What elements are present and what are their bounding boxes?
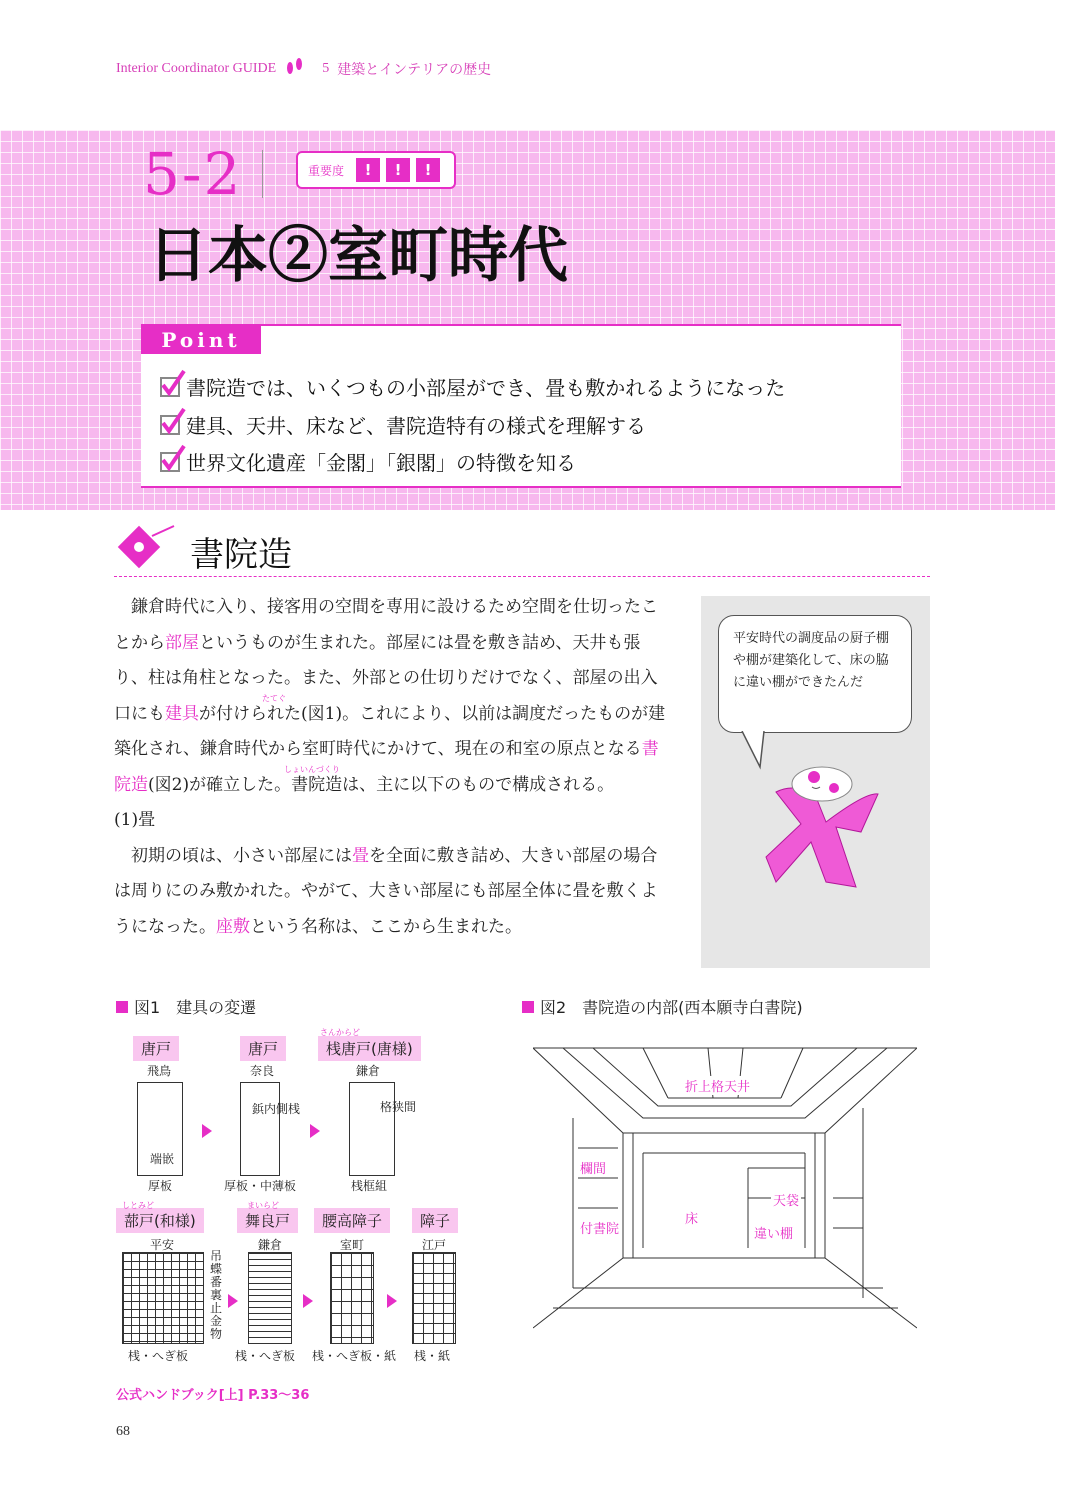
door-note: 鋲内側桟	[252, 1102, 301, 1116]
fig2-label: 天袋	[771, 1190, 801, 1209]
door-note: 端嵌	[150, 1152, 175, 1166]
fig2-caption	[522, 995, 803, 1018]
handbook-reference: 公式ハンドブック[上] P.33～36	[116, 1388, 310, 1403]
keyword-tatami: 畳	[352, 845, 369, 866]
checkmark-icon	[160, 415, 180, 435]
door-ruby: さんからど	[320, 1028, 360, 1037]
fig2-label: 欄間	[578, 1158, 608, 1177]
body-text	[114, 590, 674, 945]
keyword-room: 部屋	[165, 632, 199, 653]
era-label: 平安	[150, 1238, 175, 1252]
importance-mark: !	[356, 158, 380, 182]
door-ruby: しとみど	[122, 1201, 154, 1210]
door-drawing	[330, 1252, 374, 1344]
door-label: 障子	[412, 1208, 458, 1233]
door-drawing	[248, 1252, 292, 1344]
material-label: 厚板	[148, 1179, 173, 1193]
fig1-caption	[116, 995, 256, 1018]
text-run: が付けられた(図1)。これにより、以前は調度だったものが建築化され、鎌倉時代から室町時代にかけて、現在の和室の原点となる	[114, 703, 666, 759]
door-drawing	[349, 1082, 395, 1176]
arrow-icon	[228, 1294, 238, 1308]
door-label: 唐戸	[133, 1036, 179, 1061]
point-item-text: 書院造では、いくつもの小部屋ができ、畳も敷かれるようになった	[186, 376, 786, 400]
door-label: 腰高障子	[314, 1208, 390, 1233]
section-heading	[114, 524, 292, 578]
chapter-title: 建築とインテリアの歴史	[337, 62, 492, 78]
fig1-caption-text: 図1 建具の変遷	[134, 998, 257, 1017]
footprint-icon	[284, 56, 306, 81]
fig2-label: 床	[683, 1208, 700, 1227]
fig2-label: 折上格天井	[683, 1076, 752, 1095]
keyword-shoin: 書院造	[114, 739, 659, 795]
subheading: (1)畳	[114, 810, 156, 830]
material-label: 桟・へぎ板	[128, 1349, 189, 1363]
heading-rule	[114, 576, 930, 577]
section-number: 5-2	[143, 140, 243, 208]
era-label: 江戸	[422, 1238, 447, 1252]
material-label: 桟框組	[351, 1179, 388, 1193]
point-label: Point	[141, 326, 261, 354]
point-item	[160, 372, 785, 401]
text-run: を全面に敷き詰め、大きい部屋の場合は周りにのみ敷かれた。やがて、大きい部屋にも部屋全体に畳を敷くようになった。	[114, 845, 658, 937]
door-ruby: まいらど	[247, 1201, 279, 1210]
text-run: というものが生まれた。部屋には畳を敷き詰め、天井も張り、柱は角柱となった。また、外部との仕切りだけでなく、部屋の出入口にも	[114, 632, 658, 724]
mascot-icon	[756, 762, 886, 897]
divider	[262, 150, 263, 198]
point-item-text: 世界文化遺産「金閣」「銀閣」の特徴を知る	[186, 451, 576, 475]
chapter-number: 5	[322, 60, 330, 76]
importance-mark: !	[386, 158, 410, 182]
point-item	[160, 410, 646, 439]
checkmark-icon	[160, 452, 180, 472]
era-label: 室町	[340, 1238, 365, 1252]
text-run: 鎌倉時代に入り、接客用の空間を専用に設けるため空間を仕切ったことから	[114, 597, 658, 653]
era-label: 鎌倉	[356, 1064, 381, 1078]
material-label: 桟・へぎ板・紙	[312, 1349, 397, 1363]
material-label: 桟・へぎ板	[235, 1349, 296, 1363]
keyword-zashiki: 座敷	[216, 916, 250, 937]
text-run: (図2)が確立した。書院造は、主に以下のもので構成される。	[148, 774, 615, 795]
arrow-icon	[310, 1124, 320, 1138]
material-label: 桟・紙	[414, 1349, 451, 1363]
shoin-interior-drawing	[533, 1028, 917, 1340]
material-label: 厚板・中薄板	[224, 1179, 297, 1193]
door-drawing	[240, 1082, 280, 1176]
checkmark-icon	[160, 377, 180, 397]
door-label: 桟唐戸(唐様)	[318, 1036, 421, 1061]
fig2-caption-text: 図2 書院造の内部(西本願寺白書院)	[540, 998, 803, 1017]
text-run: 初期の頃は、小さい部屋には	[131, 845, 352, 866]
keyword-tategu: 建具	[165, 703, 199, 724]
importance-label: 重要度	[308, 163, 345, 178]
heading-text: 書院造	[190, 534, 292, 575]
importance-box	[296, 151, 456, 189]
door-label: 舞良戸	[237, 1208, 298, 1233]
era-label: 飛鳥	[147, 1064, 172, 1078]
door-label: 唐戸	[240, 1036, 286, 1061]
door-drawing	[122, 1252, 204, 1344]
pin-icon	[114, 524, 176, 578]
point-item-text: 建具、天井、床など、書院造特有の様式を理解する	[186, 414, 646, 438]
point-item	[160, 447, 576, 476]
running-title: Interior Coordinator GUIDE	[116, 60, 277, 76]
door-note: 格狭間	[380, 1100, 417, 1114]
door-note: 吊蝶番 裏止金物	[210, 1249, 223, 1341]
importance-mark: !	[416, 158, 440, 182]
fig2-label: 付書院	[578, 1218, 621, 1237]
speech-bubble: 平安時代の調度品の厨子棚や棚が建築化して、床の脇に違い棚ができたんだ	[718, 615, 912, 733]
square-icon	[116, 1001, 128, 1013]
door-drawing	[412, 1252, 456, 1344]
page-title: 日本②室町時代	[148, 221, 568, 291]
door-label: 蔀戸(和様)	[116, 1208, 204, 1233]
text-run: という名称は、ここから生まれた。	[250, 916, 522, 937]
page-number: 68	[116, 1424, 130, 1439]
running-header	[116, 56, 491, 81]
ruby-tategu: たてぐ	[262, 694, 286, 703]
arrow-icon	[303, 1294, 313, 1308]
arrow-icon	[202, 1124, 212, 1138]
square-icon	[522, 1001, 534, 1013]
era-label: 鎌倉	[258, 1238, 283, 1252]
era-label: 奈良	[250, 1064, 275, 1078]
arrow-icon	[387, 1294, 397, 1308]
fig2-label: 違い棚	[752, 1223, 795, 1242]
ruby-shoin: しょいんづくり	[284, 765, 340, 774]
